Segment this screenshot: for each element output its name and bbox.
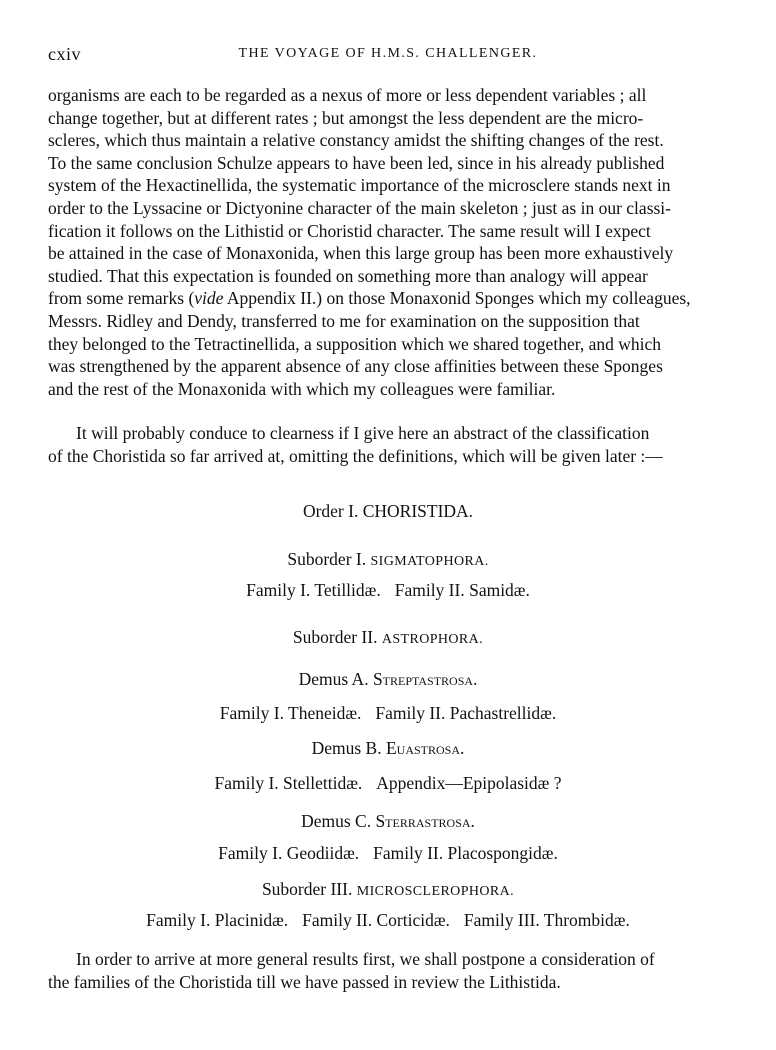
page-number: cxiv [48, 44, 81, 64]
text-line: the families of the Choristida till we have passed in review the Lithistida. [48, 971, 561, 992]
text-line: system of the Hexactinellida, the systematic importance of the microsclere stands next in [48, 175, 671, 196]
family-entry: Family III. Thrombidæ. [463, 910, 630, 930]
suborder-prefix: Suborder II. [292, 627, 378, 647]
demus-b-families [0, 773, 776, 794]
family-entry: Family I. Theneidæ. [219, 703, 362, 723]
family-entry: Family II. Pachastrellidæ. [375, 703, 557, 723]
suborder-3-families [0, 910, 776, 931]
family-entry: Family II. Samidæ. [394, 580, 530, 600]
text-line: change together, but at different rates ; but amongst the less dependent are the micro- [48, 107, 644, 128]
text-line: order to the Lyssacine or Dictyonine character of the main skeleton ; just as in our classi- [48, 197, 672, 218]
text-line: was strengthened by the apparent absence of any close affinities between these Sponges [48, 356, 663, 377]
demus-c-heading [0, 811, 776, 832]
demus-prefix: Demus A. [298, 669, 369, 689]
text-line: be attained in the case of Monaxonida, when this large group has been more exhaustively [48, 243, 674, 264]
paragraph-2 [48, 422, 728, 467]
demus-name: Sterrastrosa. [375, 811, 475, 831]
demus-name: Euastrosa. [385, 738, 465, 758]
family-entry: Family II. Placospongidæ. [373, 843, 558, 863]
demus-b-heading [0, 738, 776, 759]
demus-prefix: Demus C. [301, 811, 372, 831]
text-line: organisms are each to be regarded as a nexus of more or less dependent variables ; all [48, 85, 647, 105]
paragraph-1 [48, 84, 728, 400]
demus-a-families [0, 703, 776, 724]
suborder-name: SIGMATOPHORA. [370, 554, 489, 569]
text-line: of the Choristida so far arrived at, omitting the definitions, which will be given later :— [48, 445, 663, 466]
running-head [48, 44, 728, 68]
demus-name: Streptastrosa. [372, 669, 478, 689]
suborder-prefix: Suborder I. [287, 549, 367, 569]
text-line: and the rest of the Monaxonida with which my colleagues were familiar. [48, 378, 556, 399]
text-line: To the same conclusion Schulze appears to have been led, since in his already published [48, 152, 665, 173]
suborder-1-heading [0, 549, 776, 570]
demus-c-families [0, 843, 776, 864]
suborder-3-heading [0, 879, 776, 900]
suborder-name: ASTROPHORA. [381, 632, 484, 647]
family-entry: Family I. Geodiidæ. [218, 843, 360, 863]
family-entry: Family I. Placinidæ. [146, 910, 289, 930]
text-run: Appendix II.) on those Monaxonid Sponges which my colleagues, [223, 288, 691, 309]
family-entry: Appendix—Epipolasidæ ? [376, 773, 562, 793]
paragraph-3 [48, 948, 728, 993]
demus-prefix: Demus B. [311, 738, 382, 758]
suborder-1-families [0, 580, 776, 601]
family-entry: Family I. Tetillidæ. [246, 580, 381, 600]
suborder-2-heading [0, 627, 776, 648]
text-line: they belonged to the Tetractinellida, a supposition which we shared together, and which [48, 333, 661, 354]
text-line: fication it follows on the Lithistid or Choristid character. The same result will I expect [48, 220, 651, 241]
text-line: studied. That this expectation is founded on something more than analogy will appear [48, 265, 648, 286]
text-line: It will probably conduce to clearness if I give here an abstract of the classification [76, 423, 650, 443]
text-line [48, 287, 728, 310]
text-run: from some remarks ( [48, 288, 195, 309]
order-heading: Order I. CHORISTIDA. [302, 501, 474, 521]
italic-vide: vide [194, 288, 224, 309]
suborder-name: MICROSCLEROPHORA. [356, 884, 515, 899]
text-line: Messrs. Ridley and Dendy, transferred to me for examination on the supposition that [48, 310, 640, 331]
family-entry: Family II. Corticidæ. [302, 910, 450, 930]
suborder-prefix: Suborder III. [261, 879, 353, 899]
family-entry: Family I. Stellettidæ. [214, 773, 363, 793]
demus-a-heading [0, 669, 776, 690]
text-line: scleres, which thus maintain a relative constancy amidst the shifting changes of the rest. [48, 130, 664, 151]
text-line: In order to arrive at more general results first, we shall postpone a consideration of [76, 949, 655, 969]
running-title: THE VOYAGE OF H.M.S. CHALLENGER. [238, 46, 538, 61]
